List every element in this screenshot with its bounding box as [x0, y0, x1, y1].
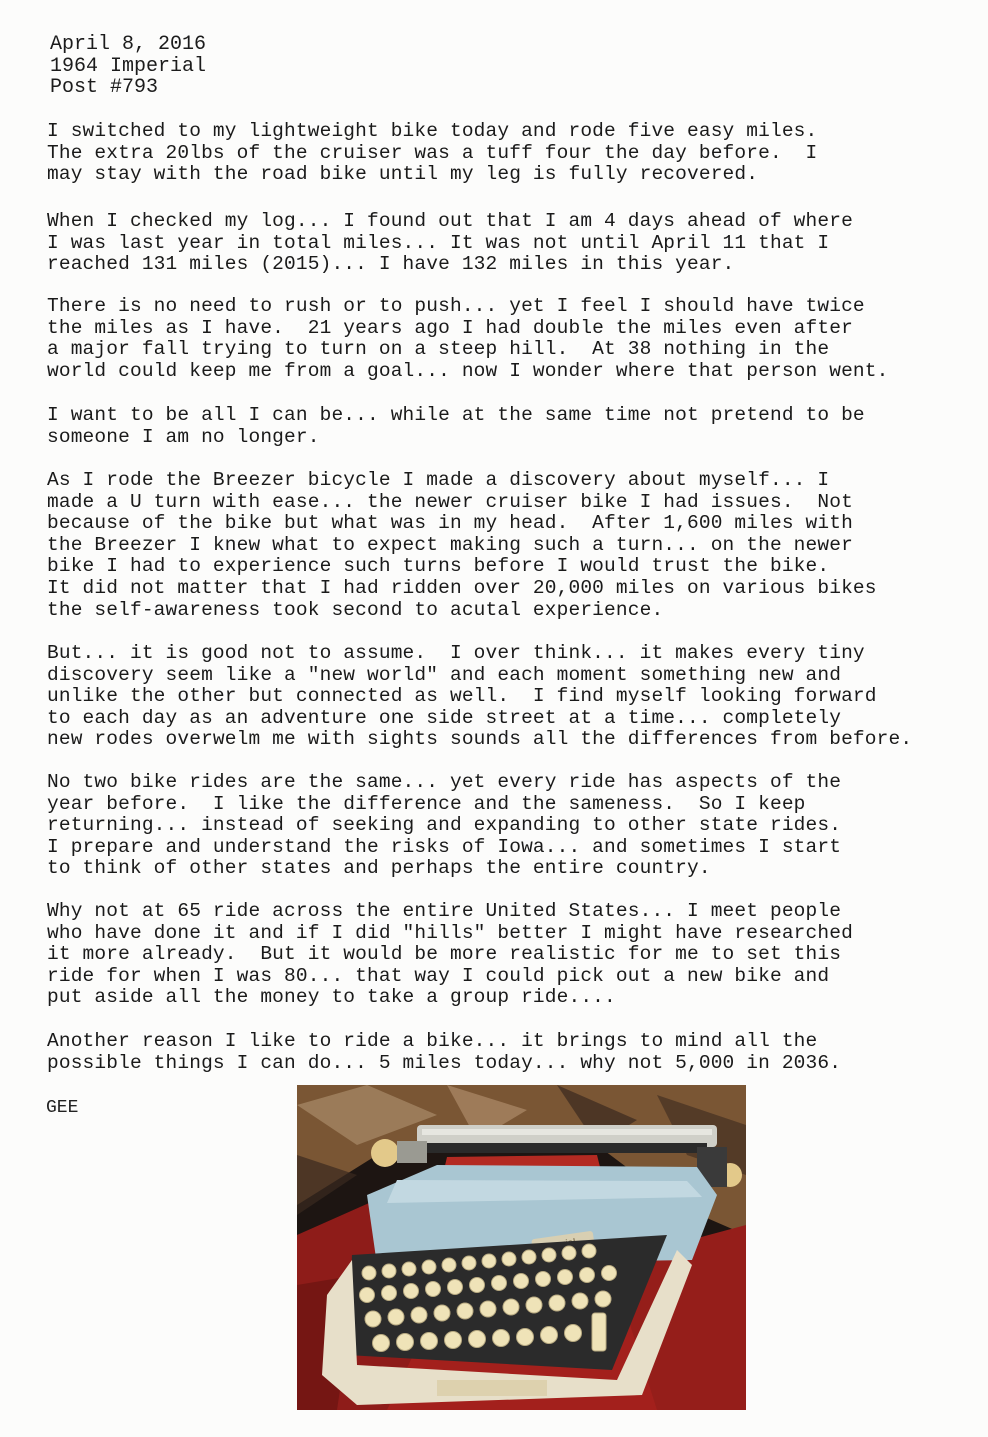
- typewriter-photo: [297, 1085, 746, 1410]
- paragraph-2: When I checked my log... I found out that I am 4 days ahead of where I was last year in total miles... It was not until April 11 that I reached 131 miles (2015)... I have 132 miles in this year.: [47, 210, 853, 276]
- paragraph-8: Why not at 65 ride across the entire United States... I meet people who have done it and if I did "hills" better I might have researched it more already. But it would be more realistic for me to set this ride for when I was 80... that way I could pick out a new bike and put aside all the money to take a group ride....: [47, 900, 853, 1009]
- paragraph-4: I want to be all I can be... while at the same time not pretend to be someone I am no longer.: [47, 404, 865, 448]
- paragraph-1: I switched to my lightweight bike today and rode five easy miles. The extra 20lbs of the cruiser was a tuff four the day before. I may stay with the road bike until my leg is fully recovered.: [47, 120, 818, 186]
- paragraph-9: Another reason I like to ride a bike... it brings to mind all the possible things I can do... 5 miles today... why not 5,000 in 2036.: [47, 1030, 842, 1074]
- signature: GEE: [46, 1098, 79, 1118]
- header-post-number: Post #793: [50, 76, 159, 99]
- paragraph-3: There is no need to rush or to push... yet I feel I should have twice the miles as I have. 21 years ago I had double the miles even after a major fall trying to turn on a steep hill. At 38 nothing in the world could keep me from a goal... now I wonder where that person went.: [47, 295, 889, 382]
- header-date: April 8, 2016: [50, 33, 207, 56]
- paragraph-6: But... it is good not to assume. I over think... it makes every tiny discovery seem like a "new world" and each moment something new and unlike the other but connected as well. I find myself looking forward to each day as an adventure one side street at a time... completely new rodes overwelm me with sights sounds all the differences from before.: [47, 642, 913, 751]
- header-machine: 1964 Imperial: [50, 54, 207, 78]
- letter-header: [50, 34, 206, 99]
- paragraph-7: No two bike rides are the same... yet every ride has aspects of the year before. I like the difference and the sameness. So I keep returning... instead of seeking and expanding to other state rides. I prepare and understand the risks of Iowa... and sometimes I start to think of other states and perhaps the entire country.: [47, 771, 842, 880]
- typewriter-illustration: [297, 1085, 746, 1410]
- paragraph-5: As I rode the Breezer bicycle I made a discovery about myself... I made a U turn with ease... the newer cruiser bike I had issues. Not because of the bike but what was in my head. After 1,600 miles with the Breezer I knew what to expect making such a turn... on the newer bike I had to experience such turns before I would trust the bike. It did not matter that I had ridden over 20,000 miles on various bikes the self-awareness took second to acutal experience.: [47, 469, 877, 621]
